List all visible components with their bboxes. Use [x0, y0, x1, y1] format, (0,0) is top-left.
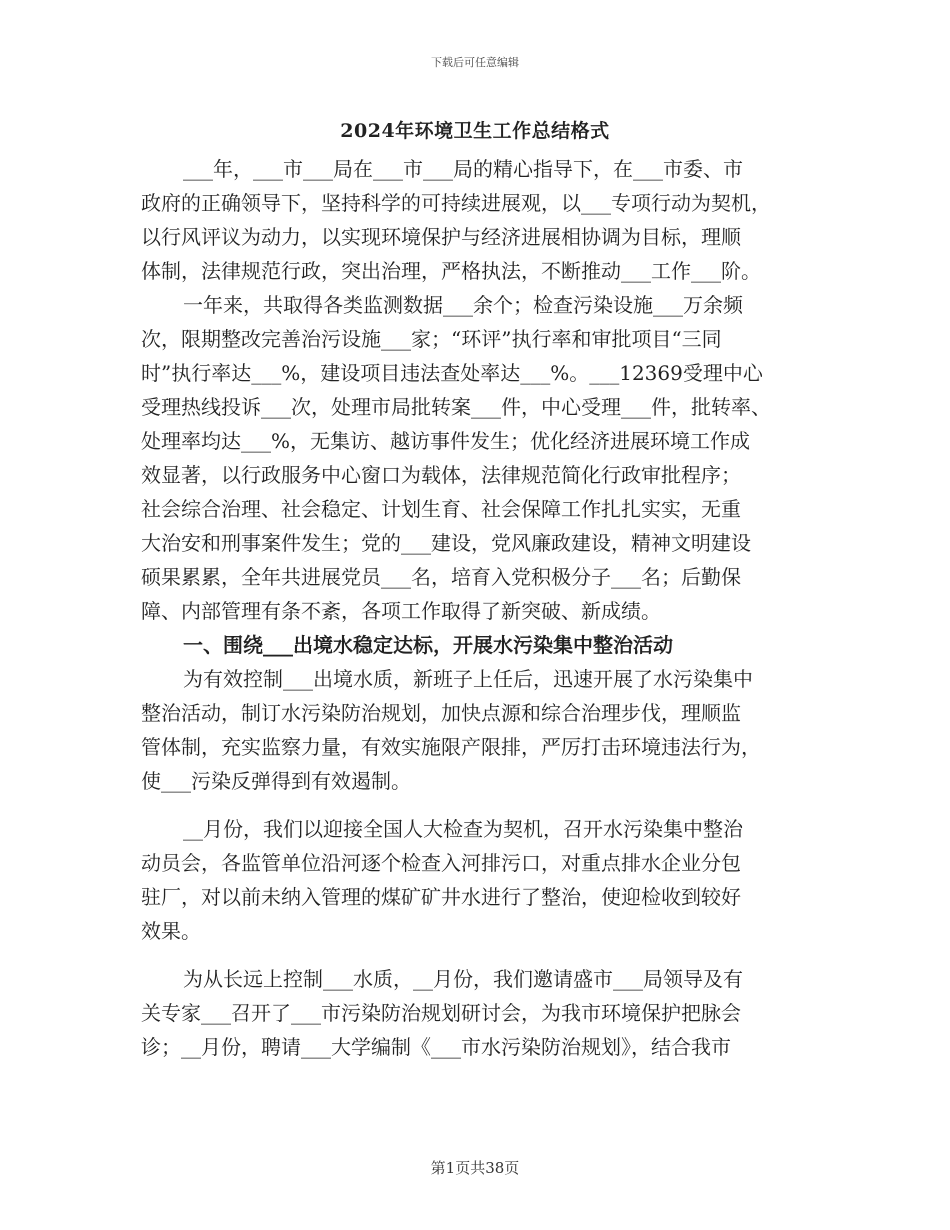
document-body [141, 152, 816, 1064]
paragraph-line: 体制，法律规范行政，突出治理，严格执法，不断推动___工作___阶。 [141, 259, 761, 283]
paragraph-line: 硕果累累，全年共进展党员___名，培育入党积极分子___名；后勤保 [141, 565, 741, 589]
paragraph-line: 受理热线投诉___次，处理市局批转案___件，中心受理___件，批转率、 [141, 395, 771, 419]
paragraph-line: 社会综合治理、社会稳定、计划生育、社会保障工作扎扎实实，无重 [141, 497, 741, 521]
paragraph-line: 效显著，以行政服务中心窗口为载体，法律规范简化行政审批程序； [141, 463, 741, 487]
paragraph-line: 管体制，充实监察力量，有效实施限产限排，严厉打击环境违法行为， [141, 735, 761, 759]
paragraph-line: 以行风评议为动力，以实现环境保护与经济进展相协调为目标，理顺 [141, 225, 741, 249]
paragraph-line: 一年来，共取得各类监测数据___余个；检查污染设施___万余频 [183, 293, 743, 317]
page-header: 下载后可任意编辑 [431, 56, 519, 69]
paragraph-line: 为有效控制___出境水质，新班子上任后，迅速开展了水污染集中 [183, 667, 753, 691]
document-title: 2024年环境卫生工作总结格式 [340, 120, 610, 142]
paragraph-line: 整治活动，制订水污染防治规划，加快点源和综合治理步伐，理顺监 [141, 701, 741, 725]
paragraph-line: 关专家___召开了___市污染防治规划研讨会，为我市环境保护把脉会 [141, 1001, 741, 1025]
paragraph-line: 驻厂，对以前未纳入管理的煤矿矿井水进行了整治，使迎检收到较好 [141, 885, 741, 909]
paragraph-line: 处理率均达___%，无集访、越访事件发生；优化经济进展环境工作成 [141, 429, 751, 453]
paragraph-line: 动员会，各监管单位沿河逐个检查入河排污口，对重点排水企业分包 [141, 851, 741, 875]
section-heading: 一、围绕___出境水稳定达标，开展水污染集中整治活动 [183, 633, 673, 657]
paragraph-line: 政府的正确领导下，坚持科学的可持续进展观，以___专项行动为契机， [141, 191, 771, 215]
paragraph-line: ___年，___市___局在___市___局的精心指导下，在___市委、市 [183, 157, 743, 181]
paragraph-line: 为从长远上控制___水质，__月份，我们邀请盛市___局领导及有 [183, 967, 743, 991]
paragraph-line: 诊；__月份，聘请___大学编制《___市水污染防治规划》，结合我市 [141, 1035, 731, 1059]
paragraph-line: 效果。 [141, 919, 201, 943]
paragraph-line: 次，限期整改完善治污设施___家；“环评”执行率和审批项目“三同 [141, 327, 722, 351]
paragraph-line: __月份，我们以迎接全国人大检查为契机，召开水污染集中整治 [183, 817, 743, 841]
page-footer: 第1页共38页 [430, 1159, 520, 1177]
paragraph-line: 障、内部管理有条不紊，各项工作取得了新突破、新成绩。 [141, 599, 661, 623]
paragraph-line: 使___污染反弹得到有效遏制。 [141, 769, 411, 793]
paragraph-line: 时”执行率达___%，建设项目违法查处率达___%。___12369受理中心 [141, 361, 763, 385]
paragraph-line: 大治安和刑事案件发生；党的___建设，党风廉政建设，精神文明建设 [141, 531, 751, 555]
